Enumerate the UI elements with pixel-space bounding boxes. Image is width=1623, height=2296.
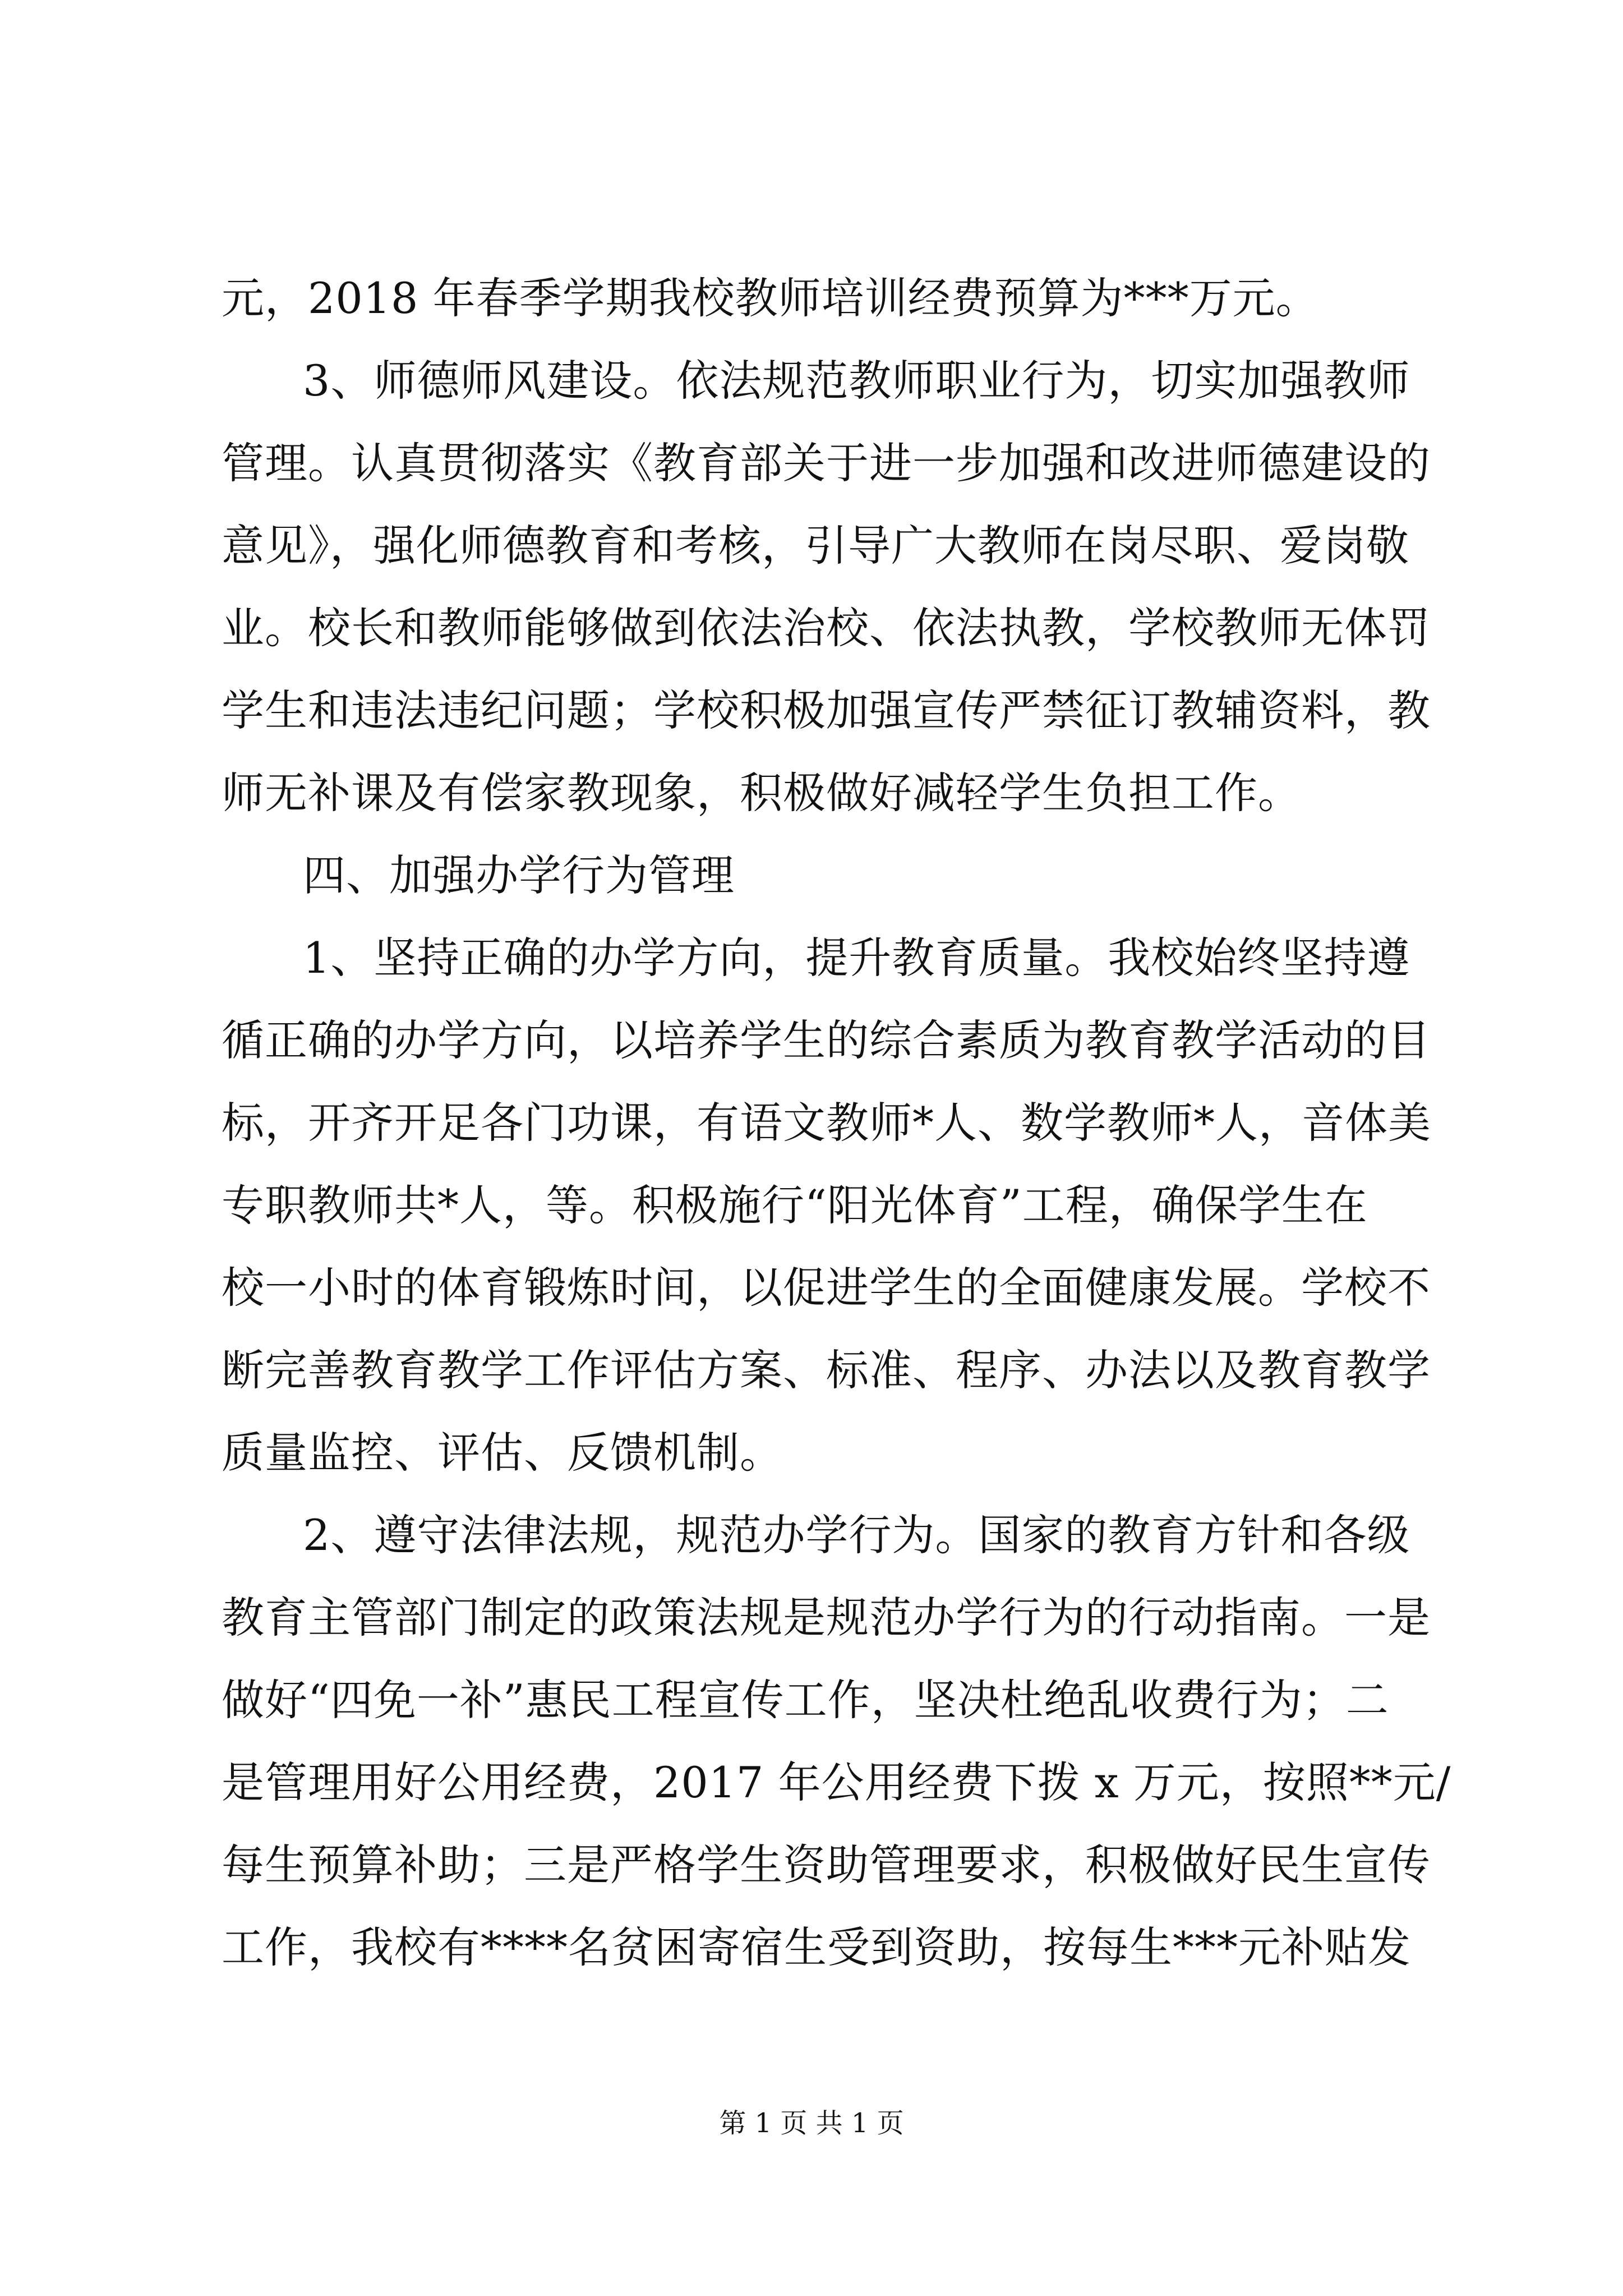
text-line: 业。校长和教师能够做到依法治校、依法执教，学校教师无体罚 xyxy=(222,603,1431,653)
document-body xyxy=(222,257,1451,1989)
text-line: 每生预算补助；三是严格学生资助管理要求，积极做好民生宣传 xyxy=(222,1840,1431,1890)
text-line: 断完善教育教学工作评估方案、标准、程序、办法以及教育教学 xyxy=(222,1345,1431,1395)
paragraph-start-line: 3、师德师风建设。依法规范教师职业行为，切实加强教师 xyxy=(303,356,1410,406)
text-line: 师无补课及有偿家教现象，积极做好减轻学生负担工作。 xyxy=(222,768,1301,818)
page-number-footer: 第 1 页 共 1 页 xyxy=(719,2108,904,2139)
text-line: 是管理用好公用经费，2017 年公用经费下拨 x 万元，按照**元/ xyxy=(222,1757,1451,1807)
text-line: 校一小时的体育锻炼时间，以促进学生的全面健康发展。学校不 xyxy=(222,1263,1431,1313)
paragraph-start-line: 1、坚持正确的办学方向，提升教育质量。我校始终坚持遵 xyxy=(303,933,1410,983)
text-line: 工作，我校有****名贫困寄宿生受到资助，按每生***元补贴发 xyxy=(222,1922,1411,1972)
text-line: 专职教师共*人，等。积极施行“阳光体育”工程，确保学生在 xyxy=(222,1180,1368,1230)
text-line: 元，2018 年春季学期我校教师培训经费预算为***万元。 xyxy=(222,273,1319,323)
paragraph-start-line: 2、遵守法律法规，规范办学行为。国家的教育方针和各级 xyxy=(303,1510,1410,1560)
text-line: 意见》，强化师德教育和考核，引导广大教师在岗尽职、爱岗敬 xyxy=(222,521,1409,570)
text-line: 循正确的办学方向，以培养学生的综合素质为教育教学活动的目 xyxy=(222,1015,1431,1065)
text-line: 教育主管部门制定的政策法规是规范办学行为的行动指南。一是 xyxy=(222,1593,1431,1642)
text-line: 标，开齐开足各门功课，有语文教师*人、数学教师*人，音体美 xyxy=(222,1098,1431,1148)
text-line: 质量监控、评估、反馈机制。 xyxy=(222,1428,783,1478)
section-heading: 四、加强办学行为管理 xyxy=(303,850,735,900)
text-line: 学生和违法违纪问题；学校积极加强宣传严禁征订教辅资料，教 xyxy=(222,685,1431,735)
text-line: 管理。认真贯彻落实《教育部关于进一步加强和改进师德建设的 xyxy=(222,438,1431,488)
text-line: 做好“四免一补”惠民工程宣传工作，坚决杜绝乱收费行为；二 xyxy=(222,1675,1389,1725)
